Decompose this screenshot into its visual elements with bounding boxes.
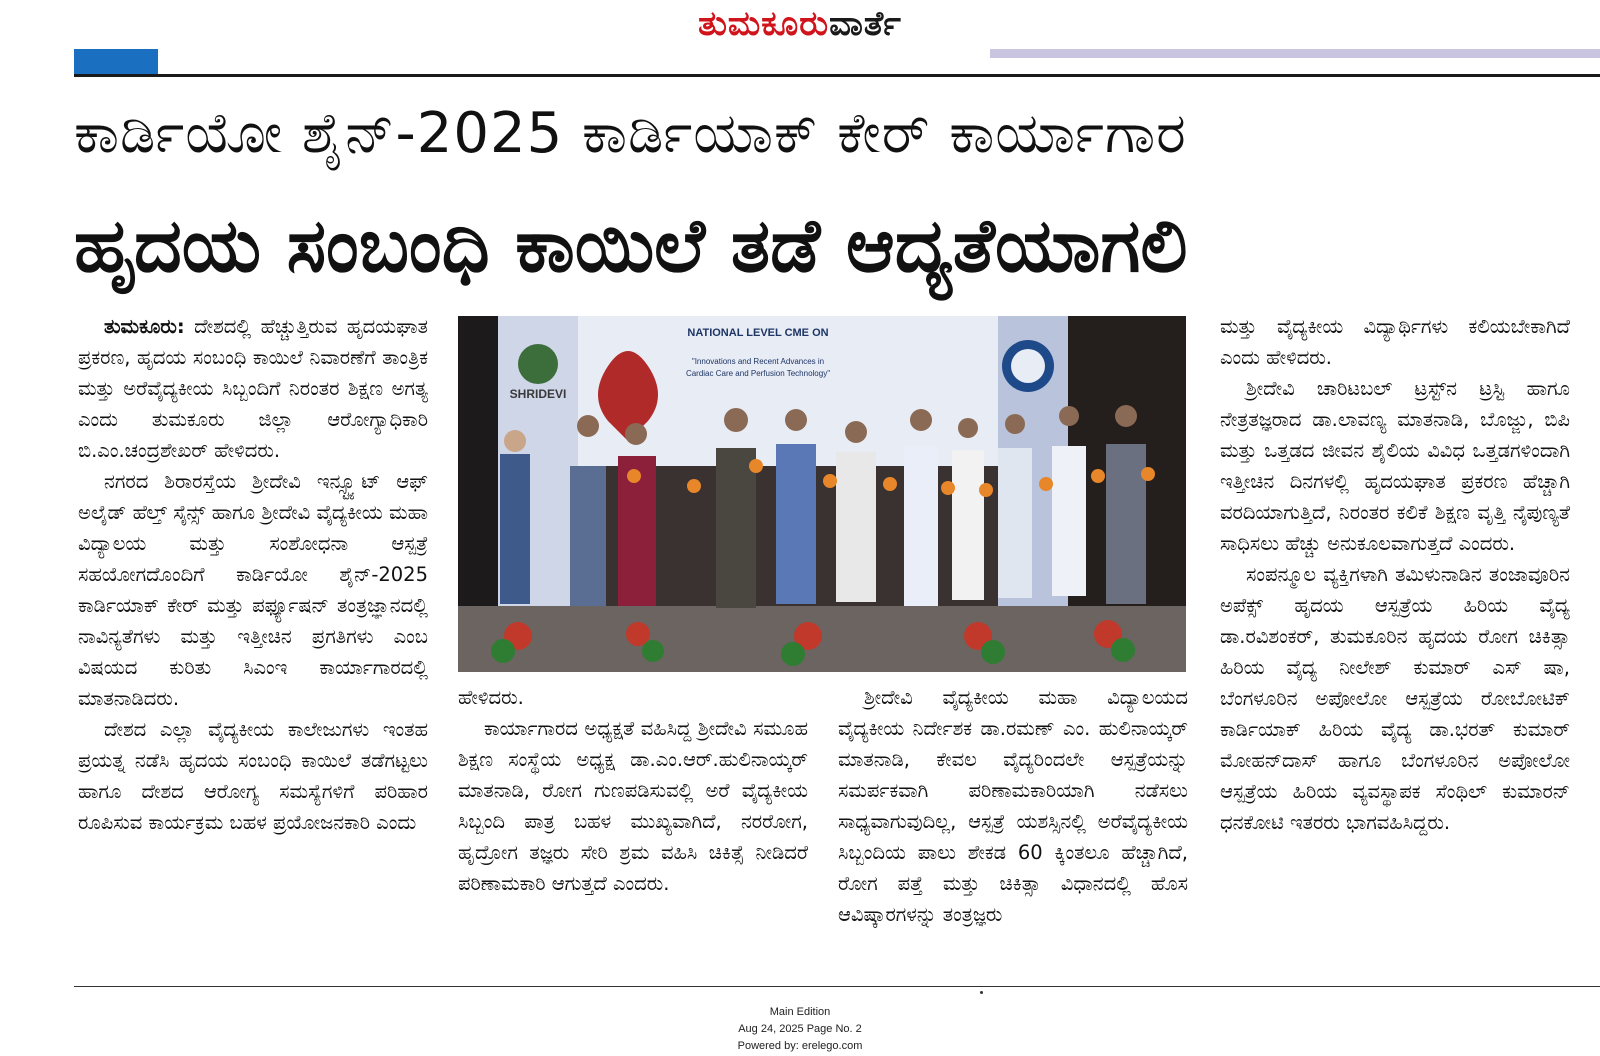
photo-logo-text: SHRIDEVI [509, 387, 567, 401]
event-photo-illustration [458, 316, 1186, 672]
dateline: ತುಮಕೂರು: [104, 315, 185, 338]
article-paragraph-1 [78, 311, 428, 466]
article-column-3 [838, 682, 1188, 972]
article-column-4 [1220, 311, 1570, 971]
article-paragraph-1-text: ದೇಶದಲ್ಲಿ ಹೆಚ್ಚುತ್ತಿರುವ ಹೃದಯಘಾತ ಪ್ರಕರಣ, ಹೃದಯ ಸಂಬಂಧಿ ಕಾಯಿಲೆ ನಿವಾರಣೆಗೆ ತಾಂತ್ರಿಕ ಮತ್ತು ಅರೆವೈದ್ಯಕೀಯ ಸಿಬ್ಬಂದಿಗೆ ನಿರಂತರ ಶಿಕ್ಷಣ ಅಗತ್ಯ ಎಂದು ತುಮಕೂರು ಜಿಲ್ಲಾ ಆರೋಗ್ಯಾಧಿಕಾರಿ ಬಿ.ಎಂ.ಚಂದ್ರಶೇಖರ್ ಹೇಳಿದರು. [78, 315, 428, 462]
article-paragraph-3: ದೇಶದ ಎಲ್ಲಾ ವೈದ್ಯಕೀಯ ಕಾಲೇಜುಗಳು ಇಂತಹ ಪ್ರಯತ್ನ ನಡೆಸಿ ಹೃದಯ ಸಂಬಂಧಿ ಕಾಯಿಲೆ ತಡೆಗಟ್ಟಲು ಹಾಗೂ ದೇಶದ ಆರೋಗ್ಯ ಸಮಸ್ಯೆಗಳಿಗೆ ಪರಿಹಾರ ರೂಪಿಸುವ ಕಾರ್ಯಕ್ರಮ ಬಹಳ ಪ್ರಯೋಜನಕಾರಿ ಎಂದು [78, 718, 428, 834]
headline-kicker: ಕಾರ್ಡಿಯೋ ಶೈನ್-2025 ಕಾರ್ಡಿಯಾಕ್ ಕೇರ್ ಕಾರ್ಯಾಗಾರ [74, 101, 1187, 166]
article-paragraph-4: ಕಾರ್ಯಾಗಾರದ ಅಧ್ಯಕ್ಷತೆ ವಹಿಸಿದ್ದ ಶ್ರೀದೇವಿ ಸಮೂಹ ಶಿಕ್ಷಣ ಸಂಸ್ಥೆಯ ಅಧ್ಯಕ್ಷ ಡಾ.ಎಂ.ಆರ್.ಹುಲಿನಾಯ್ಕರ್ ಮಾತನಾಡಿ, ರೋಗ ಗುಣಪಡಿಸುವಲ್ಲಿ ಅರೆ ವೈದ್ಯಕೀಯ ಸಿಬ್ಬಂದಿ ಪಾತ್ರ ಬಹಳ ಮುಖ್ಯವಾಗಿದೆ, ನರರೋಗ, ಹೃದ್ರೋಗ ತಜ್ಞರು ಸೇರಿ ಶ್ರಮ ವಹಿಸಿ ಚಿಕಿತ್ಸೆ ನೀಡಿದರೆ ಪರಿಣಾಮಕಾರಿ ಆಗುತ್ತದೆ ಎಂದರು. [458, 717, 808, 895]
masthead-part2: ವಾರ್ತೆ [829, 4, 902, 44]
masthead-part1: ತುಮಕೂರು [698, 4, 830, 44]
article-paragraph-5-continued: ಮತ್ತು ವೈದ್ಯಕೀಯ ವಿದ್ಯಾರ್ಥಿಗಳು ಕಲಿಯಬೇಕಾಗಿದೆ ಎಂದು ಹೇಳಿದರು. [1220, 315, 1570, 369]
article-column-1 [78, 311, 428, 971]
footer-powered-by: Powered by: erelego.com [737, 1040, 863, 1052]
event-photo [458, 316, 1186, 672]
article-paragraph-5: ಶ್ರೀದೇವಿ ವೈದ್ಯಕೀಯ ಮಹಾ ವಿದ್ಯಾಲಯದ ವೈದ್ಯಕೀಯ ನಿರ್ದೇಶಕ ಡಾ.ರಮಣ್ ಎಂ. ಹುಲಿನಾಯ್ಕರ್ ಮಾತನಾಡಿ, ಕೇವಲ ವೈದ್ಯರಿಂದಲೇ ಆಸ್ಪತ್ರೆಯನ್ನು ಸಮರ್ಪಕವಾಗಿ ಪರಿಣಾಮಕಾರಿಯಾಗಿ ನಡೆಸಲು ಸಾಧ್ಯವಾಗುವುದಿಲ್ಲ, ಆಸ್ಪತ್ರೆ ಯಶಸ್ಸಿನಲ್ಲಿ ಅರೆವೈದ್ಯಕೀಯ ಸಿಬ್ಬಂದಿಯ ಪಾಲು ಶೇಕಡ 60 ಕ್ಕಿಂತಲೂ ಹೆಚ್ಚಾಗಿದೆ, ರೋಗ ಪತ್ತೆ ಮತ್ತು ಚಿಕಿತ್ಸಾ ವಿಧಾನದಲ್ಲಿ ಹೊಸ ಆವಿಷ್ಕಾರಗಳನ್ನು ತಂತ್ರಜ್ಞರು [838, 686, 1188, 926]
footer-rule [74, 986, 1600, 987]
photo-banner-line3: Cardiac Care and Perfusion Technology" [685, 369, 831, 378]
photo-banner-line2: "Innovations and Recent Advances in [691, 357, 825, 366]
article-paragraph-7: ಸಂಪನ್ಮೂಲ ವ್ಯಕ್ತಿಗಳಾಗಿ ತಮಿಳುನಾಡಿನ ತಂಜಾವೂರಿನ ಅಪೆಕ್ಸ್ ಹೃದಯ ಆಸ್ಪತ್ರೆಯ ಹಿರಿಯ ವೈದ್ಯ ಡಾ.ರವಿಶಂಕರ್, ತುಮಕೂರಿನ ಹೃದಯ ರೋಗ ಚಿಕಿತ್ಸಾ ಹಿರಿಯ ವೈದ್ಯ ನೀಲೇಶ್ ಕುಮಾರ್ ಎಸ್ ಷಾ, ಬೆಂಗಳೂರಿನ ಅಪೋಲೋ ಆಸ್ಪತ್ರೆಯ ರೋಬೋಟಿಕ್ ಕಾರ್ಡಿಯಾಕ್ ಹಿರಿಯ ವೈದ್ಯ ಡಾ.ಭರತ್ ಕುಮಾರ್ ಮೋಹನ್‌ದಾಸ್ ಹಾಗೂ ಬೆಂಗಳೂರಿನ ಅಪೋಲೋ ಆಸ್ಪತ್ರೆಯ ಹಿರಿಯ ವ್ಯವಸ್ಥಾಪಕ ಸೆಂಥಿಲ್ ಕುಮಾರನ್ ಧನಕೋಟಿ ಇತರರು ಭಾಗವಹಿಸಿದ್ದರು. [1220, 563, 1570, 834]
article-paragraph-3-continued: ಹೇಳಿದರು. [458, 686, 524, 709]
footer-dot [980, 991, 983, 994]
header-color-strip [990, 49, 1600, 58]
header-rule [74, 74, 1600, 77]
article-column-2 [458, 682, 808, 972]
footer-date-page: Aug 24, 2025 Page No. 2 [738, 1023, 862, 1035]
section-tab-marker [74, 49, 158, 74]
footer-edition: Main Edition [769, 1006, 831, 1018]
headline-main: ಹೃದಯ ಸಂಬಂಧಿ ಕಾಯಿಲೆ ತಡೆ ಆದ್ಯತೆಯಾಗಲಿ [74, 203, 1188, 289]
article-paragraph-6: ಶ್ರೀದೇವಿ ಚಾರಿಟಬಲ್ ಟ್ರಸ್ಟ್‌ನ ಟ್ರಸ್ಟಿ ಹಾಗೂ ನೇತ್ರತಜ್ಞರಾದ ಡಾ.ಲಾವಣ್ಯ ಮಾತನಾಡಿ, ಬೊಜ್ಜು, ಬಿಪಿ ಮತ್ತು ಒತ್ತಡದ ಜೀವನ ಶೈಲಿಯ ವಿವಿಧ ಒತ್ತಡಗಳಿಂದಾಗಿ ಇತ್ತೀಚಿನ ದಿನಗಳಲ್ಲಿ ಹೃದಯಘಾತ ಪ್ರಕರಣ ಹೆಚ್ಚಾಗಿ ವರದಿಯಾಗುತ್ತಿದೆ, ನಿರಂತರ ಕಲಿಕೆ ಶಿಕ್ಷಣ ವೃತ್ತಿ ನೈಪುಣ್ಯತೆ ಸಾಧಿಸಲು ಹೆಚ್ಚು ಅನುಕೂಲವಾಗುತ್ತದೆ ಎಂದರು. [1220, 377, 1570, 555]
photo-banner-line1: NATIONAL LEVEL CME ON [687, 327, 829, 339]
newspaper-masthead [0, 4, 1600, 44]
page-footer [700, 1004, 900, 1055]
article-paragraph-2: ನಗರದ ಶಿರಾರಸ್ತೆಯ ಶ್ರೀದೇವಿ ಇನ್ಸ್ಟ್ಯೂಟ್ ಆಫ್ ಅಲೈಡ್ ಹೆಲ್ತ್ ಸೈನ್ಸ್ ಹಾಗೂ ಶ್ರೀದೇವಿ ವೈದ್ಯಕೀಯ ಮಹಾ ವಿದ್ಯಾಲಯ ಮತ್ತು ಸಂಶೋಧನಾ ಆಸ್ಪತ್ರೆ ಸಹಯೋಗದೊಂದಿಗೆ ಕಾರ್ಡಿಯೋ ಶೈನ್-2025 ಕಾರ್ಡಿಯಾಕ್ ಕೇರ್ ಮತ್ತು ಪರ್ಫ್ಯೂಷನ್ ತಂತ್ರಜ್ಞಾನದಲ್ಲಿ ನಾವಿನ್ಯತೆಗಳು ಮತ್ತು ಇತ್ತೀಚಿನ ಪ್ರಗತಿಗಳು ಎಂಬ ವಿಷಯದ ಕುರಿತು ಸಿಎಂಇ ಕಾರ್ಯಾಗಾರದಲ್ಲಿ ಮಾತನಾಡಿದರು. [78, 470, 428, 710]
